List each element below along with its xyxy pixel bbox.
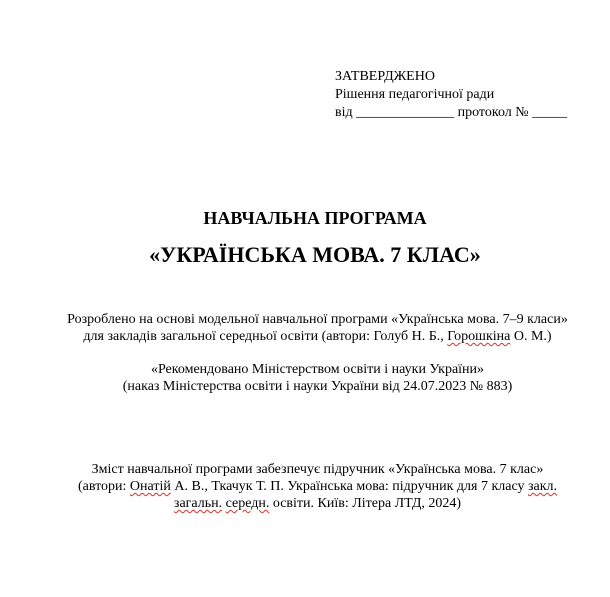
textbook-paragraph xyxy=(30,461,605,512)
spellcheck-word: загальн. xyxy=(173,496,223,511)
textbook-line-2-start: (автори: xyxy=(77,479,130,494)
approval-council: Рішення педагогічної ради xyxy=(335,87,495,102)
recommended-paragraph xyxy=(30,361,605,395)
approval-block xyxy=(335,68,567,122)
developed-paragraph xyxy=(30,311,605,345)
developed-line-1: Розроблено на основі модельної навчальної програми «Українська мова. 7–9 класи» xyxy=(67,312,568,327)
textbook-line-3-end: освіти. Київ: Літера ЛТД, 2024) xyxy=(269,496,462,511)
developed-line-2-text: для закладів загальної середньої освіти (автори: Голуб Н. Б., xyxy=(83,329,448,344)
recommended-line-1: «Рекомендовано Міністерством освіти і науки України» xyxy=(150,362,485,377)
approval-protocol: від ______________ протокол № _____ xyxy=(335,105,568,120)
textbook-line-1: Зміст навчальної програми забезпечує підручник «Українська мова. 7 клас» xyxy=(91,462,544,477)
spellcheck-word: Онатій xyxy=(129,479,171,494)
recommended-line-2: (наказ Міністерства освіти і науки України від 24.07.2023 № 883) xyxy=(122,379,513,394)
program-title: НАВЧАЛЬНА ПРОГРАМА xyxy=(203,208,427,228)
spellcheck-word: середн. xyxy=(225,496,270,511)
spellcheck-word: закл. xyxy=(527,479,558,494)
textbook-line-2 xyxy=(30,478,605,495)
developed-line-2-end: О. М.) xyxy=(510,329,552,344)
approval-heading: ЗАТВЕРДЖЕНО xyxy=(335,69,435,84)
textbook-line-2-text: А. В., Ткачук Т. П. Українська мова: підручник для 7 класу xyxy=(170,479,528,494)
spellcheck-word: Горошкіна xyxy=(447,329,511,344)
developed-line-2 xyxy=(30,328,605,345)
textbook-line-3 xyxy=(30,495,605,512)
program-subject-title: «УКРАЇНСЬКА МОВА. 7 КЛАС» xyxy=(149,242,481,267)
